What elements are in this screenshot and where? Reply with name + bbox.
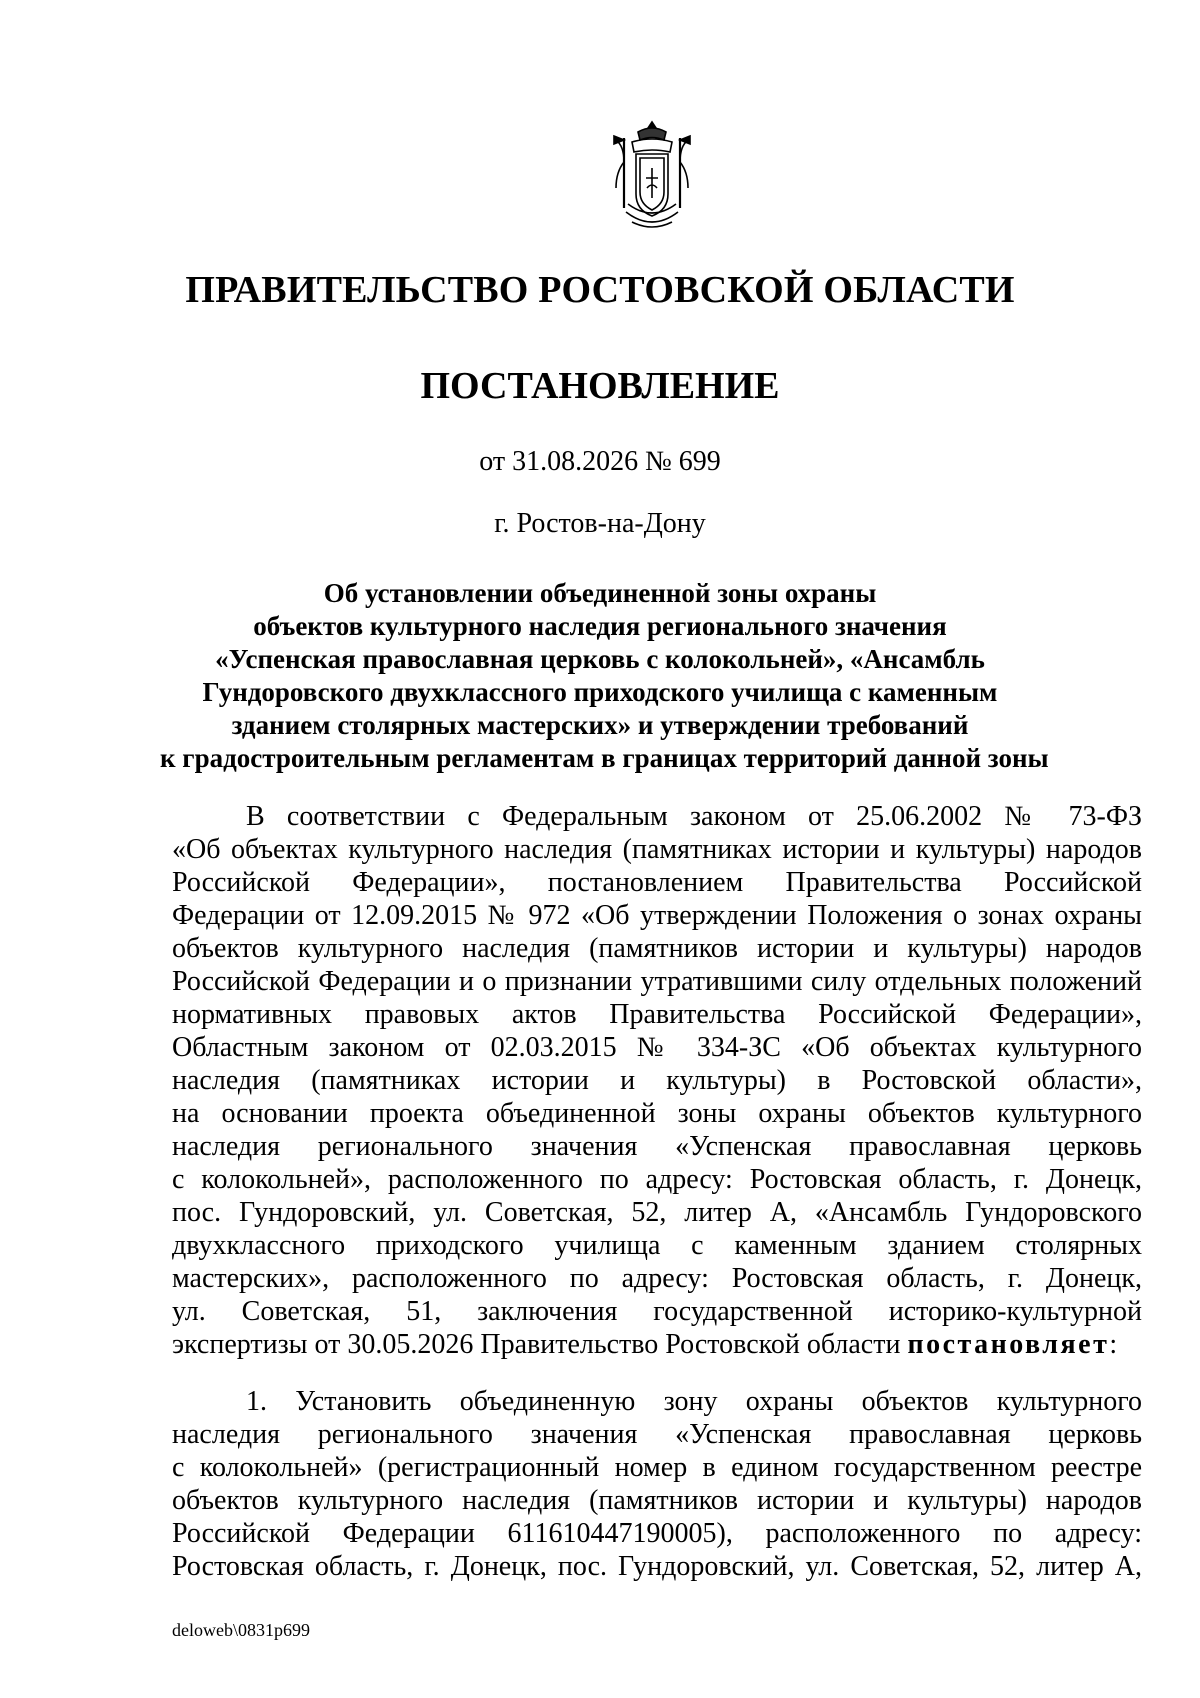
- text-line: Ростовская область, г. Донецк, пос. Гундоровский, ул. Советская, 52, литер А,: [172, 1551, 1142, 1582]
- title-line: объектов культурного наследия регионального значения: [253, 611, 947, 641]
- decree-word: постановляет: [907, 1329, 1110, 1360]
- text-line: наследия (памятниках истории и культуры) в Ростовской области»,: [172, 1065, 1142, 1096]
- text-line: мастерских», расположенного по адресу: Ростовская область, г. Донецк,: [172, 1263, 1142, 1294]
- text-line: на основании проекта объединенной зоны охраны объектов культурного: [172, 1098, 1142, 1129]
- text-line: Российской Федерации 611610447190005), расположенного по адресу:: [172, 1518, 1142, 1549]
- text-line: Областным законом от 02.03.2015 № 334-ЗС «Об объектах культурного: [172, 1032, 1142, 1063]
- document-city: г. Ростов-на-Дону: [494, 508, 706, 539]
- text-line: с колокольней», расположенного по адресу: Ростовская область, г. Донецк,: [172, 1164, 1142, 1195]
- clause-1-paragraph: [172, 1385, 1142, 1583]
- final-line-text: экспертизы от 30.05.2026 Правительство Ростовской области: [172, 1329, 908, 1360]
- text-line: наследия регионального значения «Успенская православная церковь: [172, 1131, 1142, 1162]
- document-type: ПОСТАНОВЛЕНИЕ: [420, 365, 780, 407]
- text-line: Российской Федерации», постановлением Правительства Российской: [172, 867, 1142, 898]
- text-line: 1. Установить объединенную зону охраны объектов культурного: [246, 1386, 1142, 1417]
- text-line: наследия регионального значения «Успенская православная церковь: [172, 1419, 1142, 1450]
- text-line: ул. Советская, 51, заключения государственной историко-культурной: [172, 1296, 1142, 1327]
- coat-of-arms-icon: [602, 118, 702, 238]
- text-line: объектов культурного наследия (памятников истории и культуры) народов: [172, 1485, 1142, 1516]
- text-line-final: [172, 1328, 1142, 1361]
- text-line: нормативных правовых актов Правительства Российской Федерации»,: [172, 999, 1142, 1030]
- text-line: двухклассного приходского училища с каменным зданием столярных: [172, 1230, 1142, 1261]
- organization-title: ПРАВИТЕЛЬСТВО РОСТОВСКОЙ ОБЛАСТИ: [185, 269, 1015, 311]
- title-line: к градостроительным регламентам в границах территорий данной зоны: [160, 743, 1049, 773]
- title-line: «Успенская православная церковь с колокольней», «Ансамбль: [215, 644, 985, 674]
- text-line: В соответствии с Федеральным законом от 25.06.2002 № 73-ФЗ: [246, 801, 1142, 832]
- text-line: с колокольней» (регистрационный номер в едином государственном реестре: [172, 1452, 1142, 1483]
- document-number: от 31.08.2026 № 699: [479, 446, 721, 477]
- text-line: «Об объектах культурного наследия (памятниках истории и культуры) народов: [172, 834, 1142, 865]
- title-line: Об установлении объединенной зоны охраны: [323, 578, 877, 608]
- title-line: Гундоровского двухклассного приходского училища с каменным: [202, 677, 998, 707]
- title-line: зданием столярных мастерских» и утверждении требований: [231, 710, 969, 740]
- document-title: [160, 577, 1049, 775]
- text-line: Федерации от 12.09.2015 № 972 «Об утверждении Положения о зонах охраны: [172, 900, 1142, 931]
- preamble-paragraph: [172, 800, 1142, 1361]
- file-reference: deloweb\0831p699: [172, 1620, 310, 1640]
- text-line: Российской Федерации и о признании утратившими силу отдельных положений: [172, 966, 1142, 997]
- text-line: пос. Гундоровский, ул. Советская, 52, литер А, «Ансамбль Гундоровского: [172, 1197, 1142, 1228]
- text-line: объектов культурного наследия (памятников истории и культуры) народов: [172, 933, 1142, 964]
- decree-colon: :: [1109, 1329, 1118, 1360]
